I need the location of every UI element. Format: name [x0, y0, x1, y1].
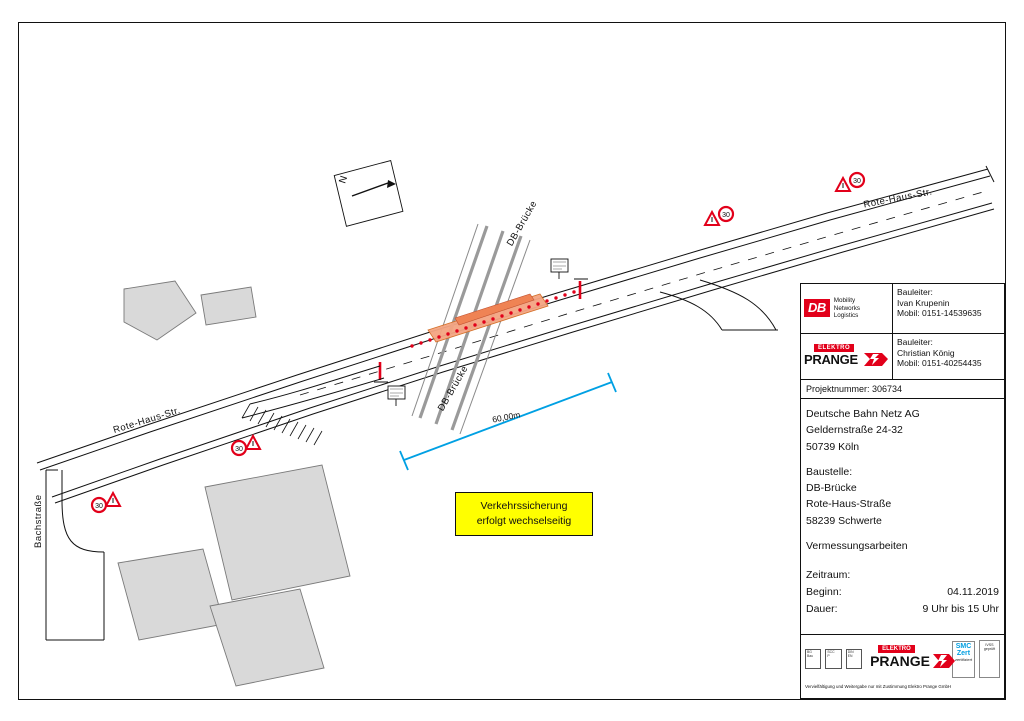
client-address — [806, 406, 999, 455]
title-block — [800, 283, 1005, 699]
site-address — [806, 464, 999, 529]
contact-1-role: Bauleiter: — [897, 287, 933, 297]
sign-group-east-inner — [705, 207, 733, 225]
site-heading: Baustelle: — [806, 465, 853, 478]
ivss-badge-icon — [979, 640, 1000, 678]
svg-text:30: 30 — [235, 446, 243, 453]
label-db-bruecke-north: DB-Brücke — [504, 198, 540, 249]
sign-board-west — [388, 386, 405, 406]
db-logo — [801, 284, 893, 333]
note-line-1: Verkehrssicherung — [480, 499, 568, 512]
contact-1-name: Ivan Krupenin — [897, 297, 950, 308]
prange-footer-elektro: ELEKTRO — [878, 645, 915, 653]
period-duration-row — [806, 601, 999, 618]
label-rote-haus-str-east: Rote-Haus-Str. — [862, 186, 934, 211]
lightning-bolt-icon — [864, 353, 888, 366]
titleblock-body — [801, 399, 1004, 567]
db-logo-mark: DB — [804, 299, 830, 317]
smc-top: SMC — [955, 642, 972, 650]
sign-group-east-outer — [836, 173, 864, 191]
smc-bottom: zertifiziert — [954, 656, 973, 662]
sign-group-west-inner — [232, 436, 260, 455]
lightning-bolt-icon-footer — [933, 654, 955, 668]
client-line-3: 50739 Köln — [806, 440, 860, 453]
bg-badge-icon: BG Bau — [805, 649, 821, 669]
note-verkehrssicherung — [455, 492, 593, 536]
site-line-1: DB-Brücke — [806, 482, 857, 495]
titleblock-row-db — [801, 284, 1004, 334]
svg-text:30: 30 — [853, 178, 861, 185]
sccp-badge-icon: SCC P — [825, 649, 841, 669]
label-bachstrasse: Bachstraße — [33, 494, 44, 548]
period-begin-label: Beginn: — [806, 585, 842, 598]
work-type: Vermessungsarbeiten — [806, 539, 908, 552]
prange-logo-word: PRANGE — [804, 351, 858, 367]
db-logo-line-3: Logistics — [833, 312, 859, 320]
contact-bauleiter-2 — [893, 334, 1004, 379]
contact-2-name: Christian König — [897, 347, 955, 358]
db-logo-line-2: Networks — [833, 304, 861, 312]
project-number: Projektnummer: 306734 — [801, 380, 1004, 399]
contact-2-role: Bauleiter: — [897, 337, 933, 347]
svg-text:N: N — [337, 174, 351, 185]
period-duration-label: Dauer: — [806, 602, 838, 615]
period-begin-value: 04.11.2019 — [947, 585, 999, 598]
contact-bauleiter-1 — [893, 284, 1004, 333]
db-logo-line-1: Mobility — [833, 296, 856, 304]
ivss-line-2: geprüft — [983, 647, 996, 652]
client-line-1: Deutsche Bahn Netz AG — [806, 408, 920, 420]
titleblock-footer — [801, 634, 1004, 698]
copyright-note: Vervielfältigung und Weitergabe nur mit Zustimmung Elektro Prange GmbH — [805, 684, 952, 689]
svg-text:30: 30 — [722, 212, 730, 219]
note-line-2: erfolgt wechselseitig — [476, 515, 572, 527]
contact-1-phone: Mobil: 0151-14539635 — [897, 308, 982, 319]
svg-text:30: 30 — [95, 503, 103, 510]
prange-logo-footer — [870, 645, 948, 673]
sign-board-east — [551, 259, 568, 279]
label-db-bruecke-south: DB-Brücke — [435, 363, 471, 414]
prange-logo-elektro: ELEKTRO — [814, 344, 854, 352]
certification-badges — [801, 635, 1004, 683]
smc-zert-badge-icon — [952, 641, 975, 678]
curve-taper-line — [242, 366, 384, 418]
smc-mid: Zert — [956, 650, 971, 658]
road-branch-northeast — [660, 280, 778, 330]
client-line-2: Geldernstraße 24-32 — [806, 424, 903, 437]
site-line-3: 58239 Schwerte — [806, 514, 882, 527]
label-rote-haus-str-west: Rote-Haus-Str. — [111, 405, 182, 436]
period-heading: Zeitraum: — [806, 569, 851, 582]
din-badge-icon: DIN EN — [846, 649, 862, 669]
period-block — [801, 567, 1004, 617]
label-dimension-60m: 60,00m — [491, 409, 522, 425]
prange-footer-word: PRANGE — [870, 653, 930, 669]
buildings — [118, 281, 350, 686]
prange-logo — [801, 334, 893, 379]
site-line-2: Rote-Haus-Straße — [806, 498, 892, 511]
period-duration-value: 9 Uhr bis 15 Uhr — [922, 602, 999, 615]
sign-group-west-outer — [92, 493, 120, 512]
contact-2-phone: Mobil: 0151-40254435 — [897, 358, 982, 369]
north-arrow — [333, 160, 404, 227]
titleblock-row-prange — [801, 334, 1004, 380]
period-begin-row — [806, 584, 999, 601]
ivss-line-1: IVSS — [985, 643, 994, 647]
